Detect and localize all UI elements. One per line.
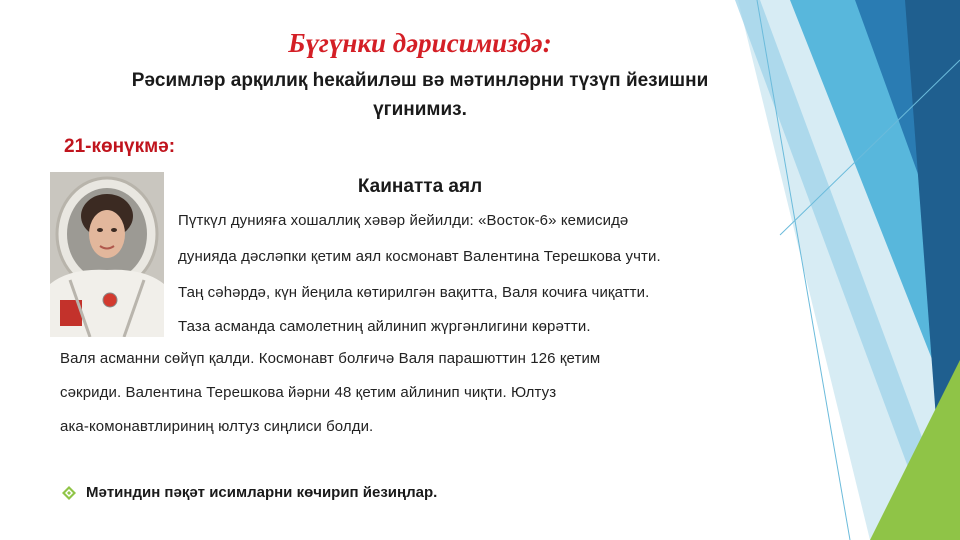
story-title: Каинатта аял: [357, 176, 483, 197]
cosmonaut-photo: [50, 172, 164, 337]
story-line: Таза асманда самолетниң айлинип жүргәнлигини көрәтти.: [178, 318, 591, 335]
slide-title: Бүгүнки дәрисимиздә:: [288, 28, 552, 58]
story-line: ака-комонавтлириниң юлтуз сиңлиси болди.: [60, 418, 374, 435]
task-text: Мәтиндин пәқәт исимларни көчирип йезиңлар.: [86, 484, 438, 501]
story-line: Пүткүл дунияға хошаллиқ хәвәр йейилди: «Восток-6» кемисидә: [178, 212, 629, 229]
story-line: сәкриди. Валентина Терешкова йәрни 48 қетим айлинип чиқти. Юлтуз: [60, 384, 557, 401]
exercise-label: 21-көнүкмә:: [64, 136, 176, 157]
story-line: дунияда дәсләпки қетим аял космонавт Валентина Терешкова учти.: [178, 248, 661, 265]
slide-subtitle: Рәсимләр арқилиқ һекайиләш вә мәтинләрни түзүп йезишни үгинимиз.: [131, 70, 709, 120]
story-line: Валя асманни сөйүп қалди. Космонавт болғичә Валя парашюттин 126 қетим: [60, 350, 601, 367]
diamond-arrow-bullet-icon: [62, 486, 76, 500]
story-line: Таң сәһәрдә, күн йеңила көтирилгән вақитта, Валя кочиға чиқатти.: [178, 284, 650, 301]
task-item: [62, 484, 437, 501]
